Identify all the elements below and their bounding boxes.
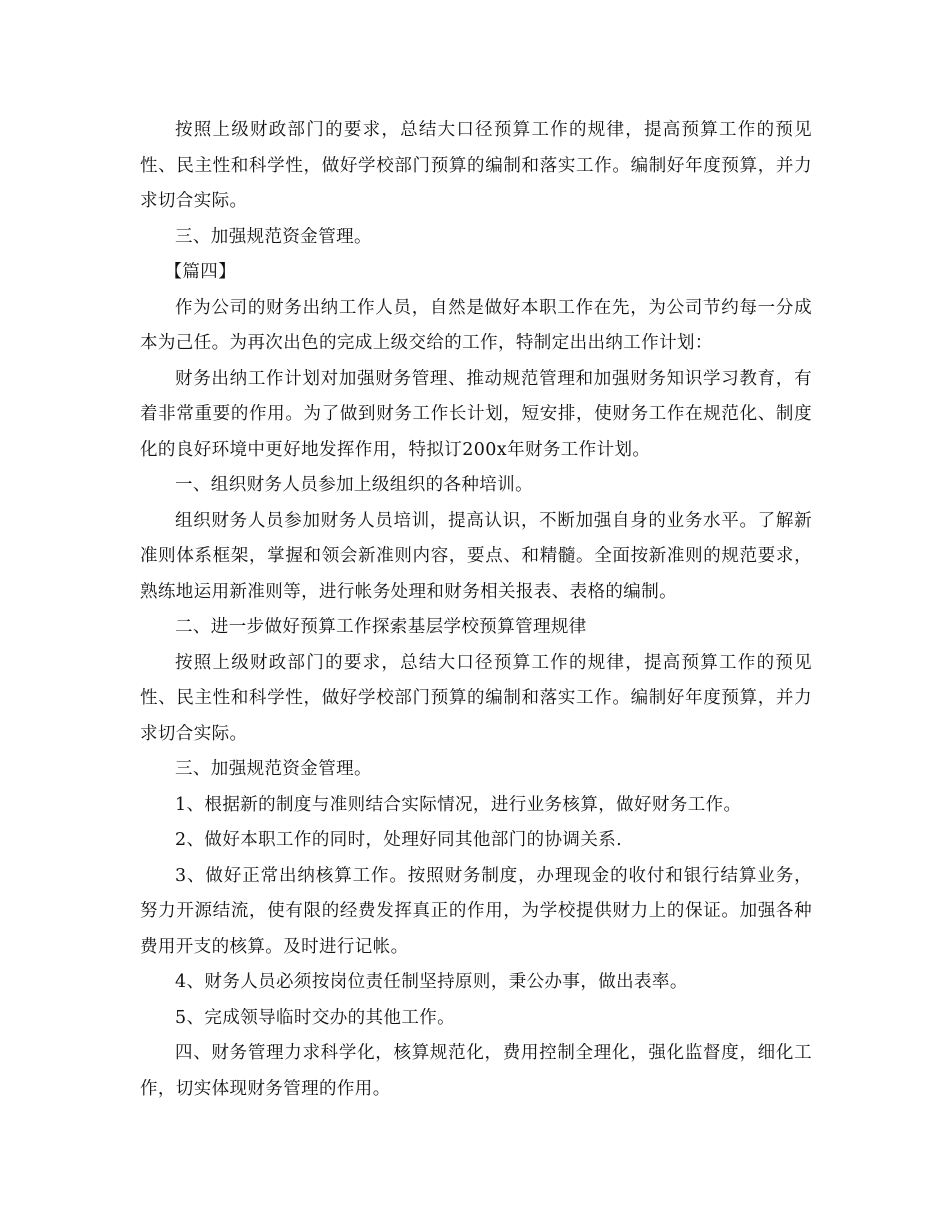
document-body <box>140 113 812 1107</box>
heading-budget-work: 二、进一步做好预算工作探索基层学校预算管理规律 <box>175 617 587 637</box>
paragraph-cashier-intro: 作为公司的财务出纳工作人员，自然是做好本职工作在先，为公司节约每一分成本为己任。为再次出色的完成上级交给的工作，特制定出出纳工作计划： <box>140 297 812 353</box>
list-item-5: 5、完成领导临时交办的其他工作。 <box>175 1007 456 1028</box>
heading-strengthen-fund-management-repeat: 三、加强规范资金管理。 <box>175 759 372 779</box>
heading-financial-management-scientific: 四、财务管理力求科学化，核算规范化，费用控制全理化，强化监督度，细化工作，切实体现财务管理的作用。 <box>140 1043 812 1099</box>
heading-organize-training: 一、组织财务人员参加上级组织的各种培训。 <box>175 475 533 495</box>
section-label-part-four: 【篇四】 <box>164 262 237 282</box>
paragraph-budget-requirements-repeat: 按照上级财政部门的要求，总结大口径预算工作的规律，提高预算工作的预见性、民主性和科学性，做好学校部门预算的编制和落实工作。编制好年度预算，并力求切合实际。 <box>140 652 812 744</box>
list-item-3: 3、做好正常出纳核算工作。按照财务制度，办理现金的收付和银行结算业务，努力开源结流，使有限的经费发挥真正的作用，为学校提供财力上的保证。加强各种费用开支的核算。及时进行记帐。 <box>140 865 812 957</box>
paragraph-budget-requirements: 按照上级财政部门的要求，总结大口径预算工作的规律，提高预算工作的预见性、民主性和科学性，做好学校部门预算的编制和落实工作。编制好年度预算，并力求切合实际。 <box>140 120 812 211</box>
paragraph-cashier-plan-purpose: 财务出纳工作计划对加强财务管理、推动规范管理和加强财务知识学习教育，有着非常重要的作用。为了做到财务工作长计划，短安排，使财务工作在规范化、制度化的良好环境中更好地发挥作用，特拟订200x年财务工作计划。 <box>140 368 812 460</box>
list-item-4: 4、财务人员必须按岗位责任制坚持原则，秉公办事，做出表率。 <box>175 972 688 992</box>
paragraph-training-details: 组织财务人员参加财务人员培训，提高认识，不断加强自身的业务水平。了解新准则体系框架，掌握和领会新准则内容，要点、和精髓。全面按新准则的规范要求，熟练地运用新准则等，进行帐务处理和财务相关报表、表格的编制。 <box>140 510 812 602</box>
list-item-1: 1、根据新的制度与准则结合实际情况，进行业务核算，做好财务工作。 <box>175 794 742 815</box>
heading-strengthen-fund-management: 三、加强规范资金管理。 <box>175 226 372 247</box>
list-item-2: 2、做好本职工作的同时，处理好同其他部门的协调关系. <box>175 830 623 850</box>
